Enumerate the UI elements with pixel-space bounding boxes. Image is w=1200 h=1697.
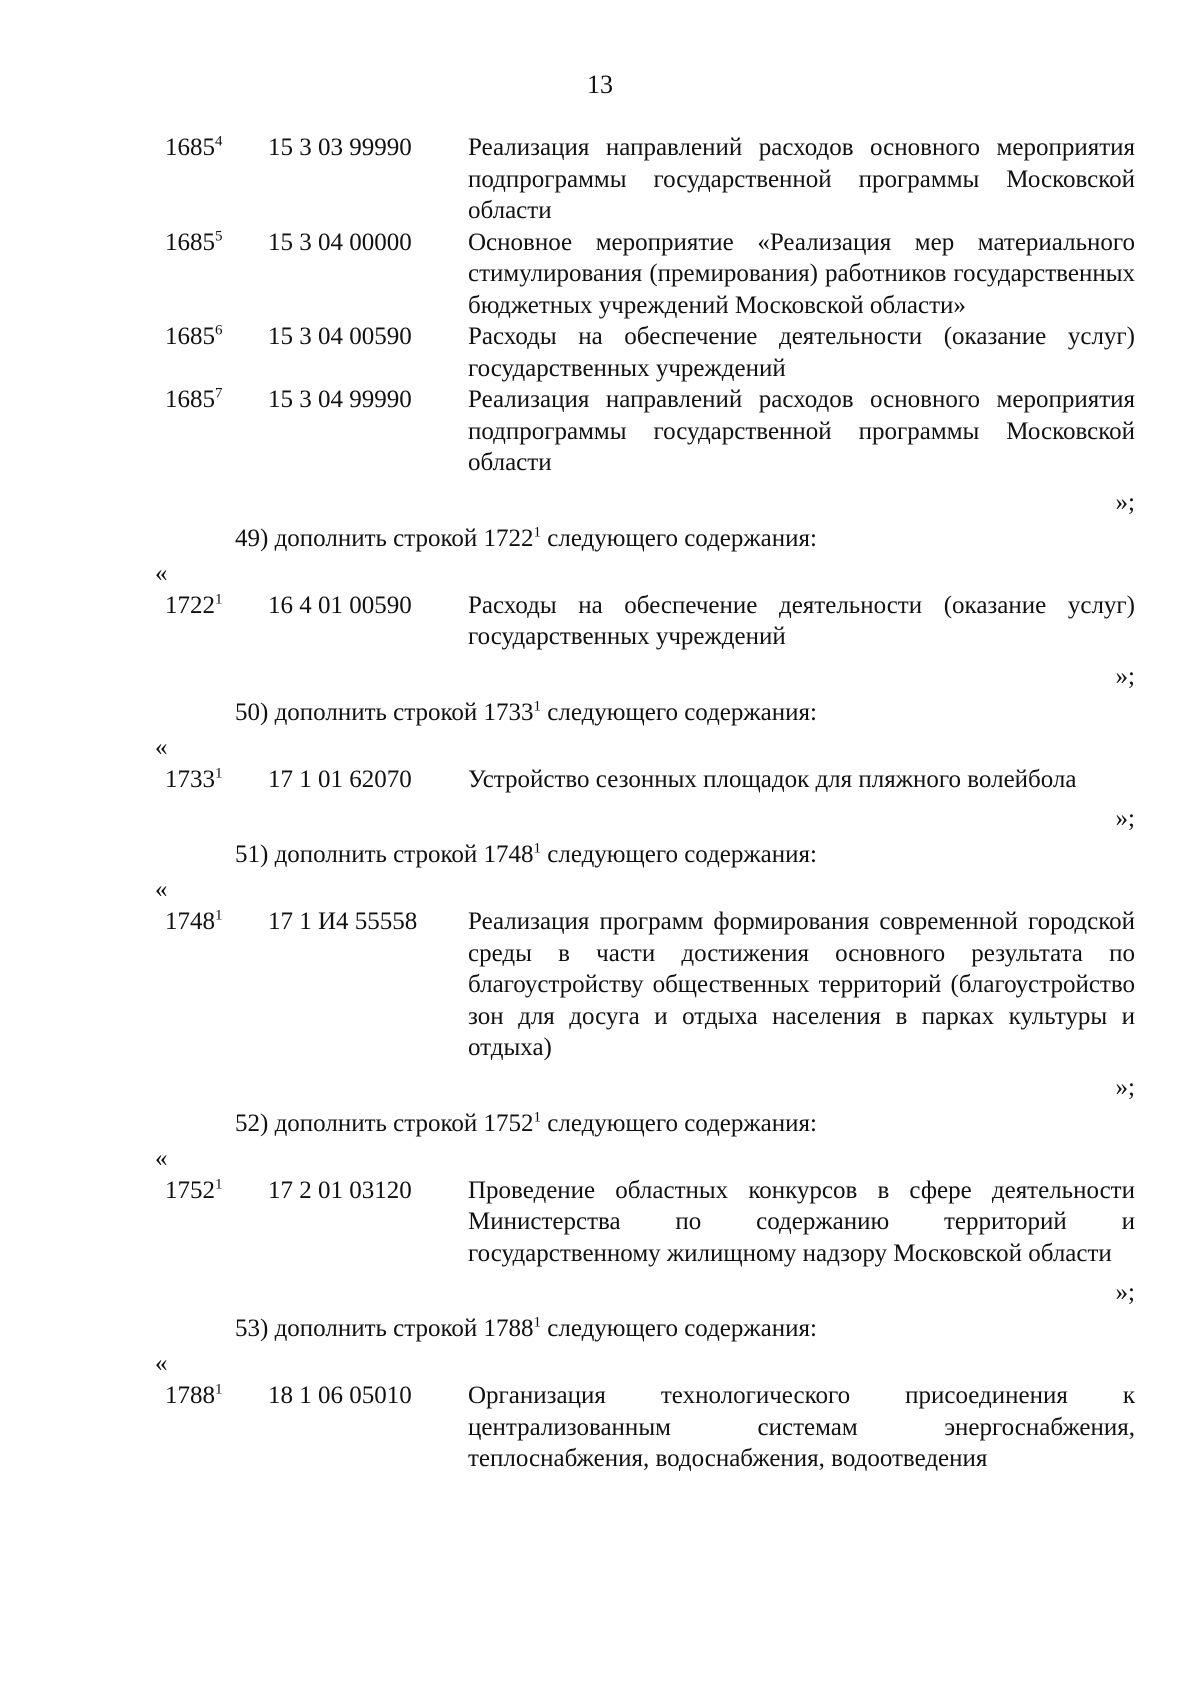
amendment-instruction: 49) дополнить строкой 1722$^1$ следующего содержания: [235, 524, 817, 552]
table-row [165, 1175, 1135, 1270]
row-code: 15 3 04 99990 [268, 386, 412, 413]
amendment-instruction: 51) дополнить строкой 1748$^1$ следующего содержания: [235, 840, 817, 868]
row-number: 1733$^1$ [165, 765, 223, 793]
row-code: 18 1 06 05010 [268, 1382, 412, 1409]
opening-quote: « [155, 733, 168, 761]
row-number: 1685$^5$ [165, 228, 223, 256]
row-number-superscript: 1 [215, 765, 223, 782]
closing-quote: »; [1115, 662, 1135, 690]
row-number-superscript: 1 [215, 907, 223, 924]
opening-quote: « [155, 876, 168, 903]
row-text: Реализация направлений расходов основного мероприятия подпрограммы государственной программы Московской области [468, 134, 1135, 224]
amendment-instruction: 50) дополнить строкой 1733$^1$ следующего содержания: [235, 698, 817, 726]
closing-quote: »; [1115, 488, 1135, 516]
row-code: 15 3 04 00000 [268, 228, 412, 256]
row-number-superscript: 1 [215, 1381, 223, 1398]
table-row [165, 132, 1135, 227]
table-row [165, 227, 1135, 322]
amendment-instruction: 52) дополнить строкой 1752$^1$ следующего содержания: [235, 1109, 817, 1137]
closing-quote: »; [1115, 805, 1135, 832]
row-number-superscript: 1 [215, 591, 223, 608]
row-number-superscript: 4 [215, 133, 223, 150]
amendment-instruction: 53) дополнить строкой 1788$^1$ следующего содержания: [235, 1314, 817, 1342]
row-code: 15 3 03 99990 [268, 134, 412, 161]
row-number: 1685$^4$ [165, 133, 223, 161]
row-text: Проведение областных конкурсов в сфере деятельности Министерства по содержанию территорий и государственному жилищному надзору Московской области [468, 1176, 1135, 1267]
closing-quote: »; [1115, 1279, 1135, 1306]
row-number-superscript: 1 [215, 1176, 223, 1193]
table-row [165, 764, 1135, 796]
row-number: 1685$^7$ [165, 385, 223, 413]
row-text: Реализация программ формирования современной городской среды в части достижения основного результата по благоустройству общественных территорий (благоустройство зон для досуга и отдыха населения в парках культуры и отдыха) [468, 908, 1135, 1061]
row-code: 16 4 01 00590 [268, 591, 412, 619]
page-number: 13 [587, 70, 613, 99]
table-row [165, 321, 1135, 384]
opening-quote: « [155, 1350, 168, 1377]
opening-quote: « [155, 559, 168, 587]
row-text: Реализация направлений расходов основного мероприятия подпрограммы государственной программы Московской области [468, 386, 1135, 476]
row-number-superscript: 5 [215, 228, 223, 245]
row-text: Расходы на обеспечение деятельности (оказание услуг) государственных учреждений [468, 591, 1135, 650]
row-text: Расходы на обеспечение деятельности (оказание услуг) государственных учреждений [468, 323, 1135, 382]
table-row [165, 906, 1135, 1064]
row-number-superscript: 7 [215, 385, 223, 402]
opening-quote: « [155, 1144, 168, 1172]
closing-quote: »; [1115, 1073, 1135, 1101]
row-number: 1788$^1$ [165, 1381, 223, 1409]
table-row [165, 1380, 1135, 1475]
table-row [165, 590, 1135, 653]
row-number: 1722$^1$ [165, 591, 223, 619]
row-text: Организация технологического присоединения к централизованным системам энергоснабжения, теплоснабжения, водоснабжения, водоотведения [468, 1382, 1135, 1472]
row-number: 1752$^1$ [165, 1176, 223, 1204]
row-number: 1748$^1$ [165, 907, 223, 935]
row-text: Основное мероприятие «Реализация мер материального стимулирования (премирования) работников государственных бюджетных учреждений Московской области» [468, 228, 1135, 319]
row-number: 1685$^6$ [165, 322, 223, 350]
row-code: 17 2 01 03120 [268, 1176, 412, 1204]
row-code: 17 1 И4 55558 [268, 908, 418, 935]
row-code: 15 3 04 00590 [268, 323, 412, 350]
row-text: Устройство сезонных площадок для пляжного волейбола [468, 765, 1077, 793]
table-row [165, 384, 1135, 479]
document-body [155, 132, 1135, 1475]
row-number-superscript: 6 [215, 322, 223, 339]
row-code: 17 1 01 62070 [268, 765, 412, 793]
